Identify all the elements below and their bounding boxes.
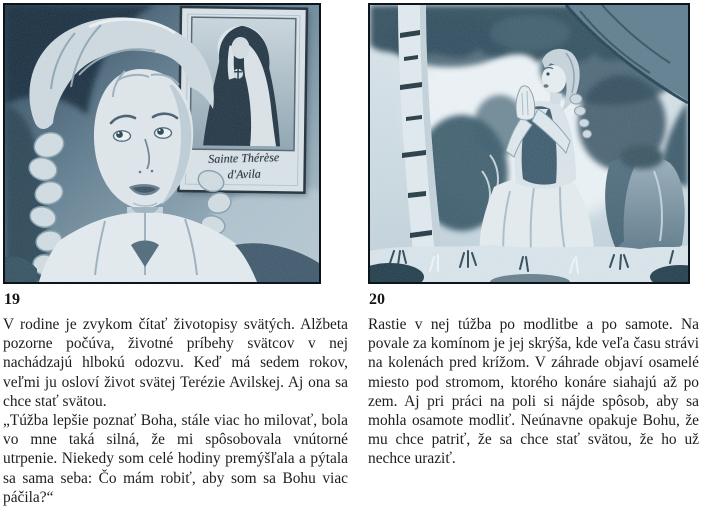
illustration-19 bbox=[3, 3, 321, 284]
panel-19-paragraph-1: V rodine je zvykom čítať životopisy svätých. Alžbeta pozorne počúva, životné príbehy svätcov v nej nachádzajú hlbokú odozvu. Keď má sedem rokov, veľmi ju osloví život svätej Terézie Avilskej. Aj ona sa chce stať svätou. bbox=[3, 316, 348, 410]
panel-20-paragraph-1: Rastie v nej túžba po modlitbe a po samote. Na povale za komínom je jej skrýša, kde veľa času strávi na kolenách pred krížom. V záhrade objaví osamelé miesto pod stromom, ktorého konáre siahajú až po zem. Aj pri práci na poli si nájde spôsob, aby sa mohla osamote modliť. Neúnavne opakuje Bohu, že mu chce patriť, že sa chce stať svätou, že ho už nechce uraziť. bbox=[368, 316, 699, 468]
story-panel-20 bbox=[368, 3, 699, 469]
print-grain bbox=[370, 5, 688, 282]
print-grain bbox=[5, 5, 319, 282]
praying-girl-scene bbox=[370, 5, 688, 282]
illustration-20 bbox=[368, 3, 690, 284]
story-panel-19 bbox=[3, 3, 348, 507]
panel-number-20: 20 bbox=[369, 291, 385, 308]
panel-number-19: 19 bbox=[4, 291, 20, 308]
picture-caption bbox=[187, 150, 302, 184]
girl-portrait-scene bbox=[5, 5, 319, 282]
panel-19-paragraph-2: „Túžba lepšie poznať Boha, stále viac ho milovať, bola vo mne taká silná, že mi spôsobovala vnútorné utrpenie. Niekedy som celé hodiny premýšľala a pýtala sa sama seba: Čo mám robiť, aby som sa Bohu viac páčila?“ bbox=[3, 412, 348, 506]
caption-line-2: d'Avila bbox=[227, 166, 261, 182]
caption-line-1: Sainte Thérèse bbox=[208, 150, 280, 166]
